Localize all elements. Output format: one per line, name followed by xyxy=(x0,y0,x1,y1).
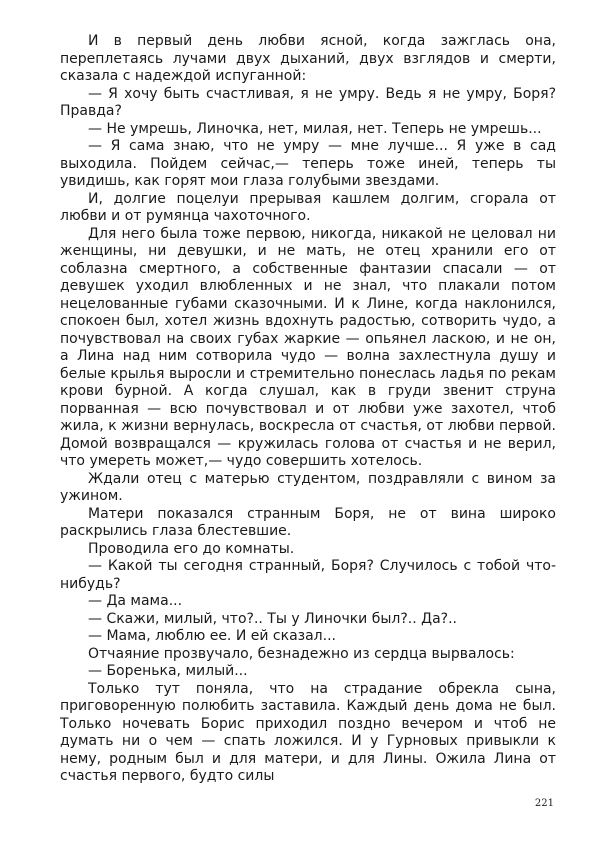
paragraph: — Да мама... xyxy=(88,593,183,609)
paragraph: — Мама, люблю ее. И ей сказал... xyxy=(88,628,336,644)
paragraph: Матери показался странным Боря, не от вина широко раскрылись глаза блестевшие. xyxy=(60,505,556,539)
page-body xyxy=(60,33,556,786)
paragraph: Только тут поняла, что на страдание обрекла сына, приговоренную полюбить заставила. Каждый день дома не был. Только ночевать Борис приходил поздно вечером и чтоб не думать ни о чем — спать ложился. И у Гурновых привыкли к нему, родным был и для матери, и для Лины. Ожила Лина от счастья первого, будто силы xyxy=(60,680,556,784)
paragraph: — Какой ты сегодня странный, Боря? Случилось с тобой что-нибудь? xyxy=(60,558,556,592)
paragraph: — Не умрешь, Линочка, нет, милая, нет. Теперь не умрешь... xyxy=(88,120,542,137)
paragraph: Проводила его до комнаты. xyxy=(88,540,295,557)
paragraph: Ждали отец с матерью студентом, поздравляли с вином за ужином. xyxy=(60,470,556,504)
paragraph: И в первый день любви ясной, когда зажглась она, переплетаясь лучами двух дыханий, двух взглядов и смерти, сказала с надеждой испуганной: xyxy=(60,33,556,84)
page-number: 221 xyxy=(534,798,554,809)
paragraph: Для него была тоже первою, никогда, никакой не целовал ни женщины, ни девушки, и не мать, не отец хранили его от соблазна смертного, а собственные фантазии спасали — от девушек уходил влюбленных и не знал, что плакали потом нецелованные губами сказочными. И к Лине, когда наклонился, спокоен был, хотел жизнь вдохнуть радостью, сотворить чудо, а почувствовал на своих губах жаркие — опьянел ласкою, и не он, а Лина над ним сотворила чудо — волна захлестнула душу и белые крылья выросли и стремительно понеслась ладья по рекам крови бурной. А когда слушал, как в груди звенит струна порванная — всю почувствовал и от любви уже захотел, чтоб жила, к жизни вернулась, воскресла от счастья, от любви первой. Домой возвращался — кружилась голова от счастья и не верил, что умереть может,— чудо совершить хотелось. xyxy=(60,225,556,469)
paragraph: — Я сама знаю, что не умру — мне лучше... Я уже в сад выходила. Пойдем сейчас,— теперь тоже иней, теперь ты увидишь, как горят мои глаза голубыми звездами. xyxy=(60,138,556,189)
paragraph: — Боренька, милый... xyxy=(88,663,248,679)
paragraph: И, долгие поцелуи прерывая кашлем долгим, сгорала от любви и от румянца чахоточного. xyxy=(60,190,556,224)
paragraph: — Скажи, милый, что?.. Ты у Линочки был?.. Да?.. xyxy=(88,610,457,627)
paragraph: — Я хочу быть счастливая, я не умру. Ведь я не умру, Боря? Правда? xyxy=(60,85,556,119)
paragraph: Отчаяние прозвучало, безнадежно из сердца вырвалось: xyxy=(88,645,515,662)
